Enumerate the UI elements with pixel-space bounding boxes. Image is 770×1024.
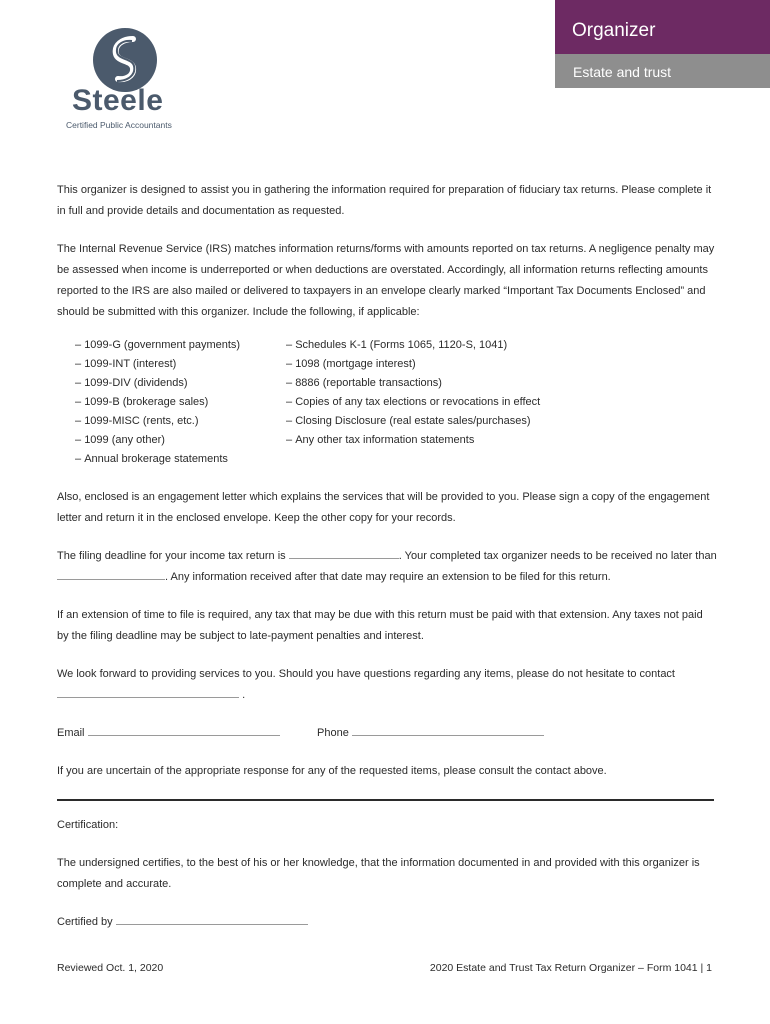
list-item: – Closing Disclosure (real estate sales/purchases) [286, 412, 540, 431]
list-item: – 1099-G (government payments) [75, 336, 286, 355]
contact-field[interactable] [57, 685, 239, 698]
documents-list [75, 336, 717, 469]
footer-form-title: 2020 Estate and Trust Tax Return Organizer – Form 1041 | 1 [429, 962, 712, 974]
engagement-paragraph: Also, enclosed is an engagement letter which explains the services that will be provided to you. Please sign a copy of the engagement letter and return it in the enclosed envelope. Keep the other copy for your records. [57, 491, 710, 524]
received-by-date-field[interactable] [57, 567, 165, 580]
list-item: – 1098 (mortgage interest) [286, 355, 540, 374]
phone-group [317, 723, 544, 744]
deadline-paragraph [57, 546, 717, 588]
look-forward-end: . [242, 689, 246, 701]
certification-heading: Certification: [57, 819, 119, 831]
footer-reviewed-date: Reviewed Oct. 1, 2020 [57, 962, 164, 974]
intro-paragraph: This organizer is designed to assist you in gathering the information required for preparation of fiduciary tax returns. Please complete it in full and provide details and documentation as requested. [57, 184, 712, 217]
contact-details-row [57, 723, 717, 744]
email-group [57, 723, 317, 744]
email-field[interactable] [88, 723, 280, 736]
list-item: – 1099-INT (interest) [75, 355, 286, 374]
irs-paragraph: The Internal Revenue Service (IRS) matches information returns/forms with amounts reported on tax returns. A negligence penalty may be assessed when income is underreported or when deductions are overstated. Accordingly, all information returns reflecting amounts reported to the IRS are also mailed or delivered to taxpayers in an envelope clearly marked “Important Tax Documents Enclosed” and should be submitted with this organizer. Include the following, if applicable: [57, 243, 715, 318]
firm-logo [60, 24, 200, 134]
extension-paragraph: If an extension of time to file is required, any tax that may be due with this return must be paid with that extension. Any taxes not paid by the filing deadline may be subject to late-payment penalties and interest. [57, 609, 703, 642]
badge-subtitle: Estate and trust [555, 54, 770, 88]
list-item: – 1099-MISC (rents, etc.) [75, 412, 286, 431]
list-item: – 1099-DIV (dividends) [75, 374, 286, 393]
list-item: – 1099 (any other) [75, 431, 286, 450]
filing-deadline-field[interactable] [289, 546, 399, 559]
look-forward-text: We look forward to providing services to you. Should you have questions regarding any items, please do not hesitate to contact [57, 668, 675, 680]
certification-paragraph: The undersigned certifies, to the best of his or her knowledge, that the information documented in and provided with this organizer is complete and accurate. [57, 857, 700, 890]
list-item: – 8886 (reportable transactions) [286, 374, 540, 393]
uncertain-paragraph: If you are uncertain of the appropriate response for any of the requested items, please consult the contact above. [57, 765, 607, 777]
deadline-text-3: . Any information received after that date may require an extension to be filed for this return. [165, 571, 611, 583]
logo-tagline: Certified Public Accountants [66, 120, 172, 130]
section-divider [57, 799, 714, 801]
phone-field[interactable] [352, 723, 544, 736]
list-item: – Annual brokerage statements [75, 450, 286, 469]
deadline-text-1: The filing deadline for your income tax return is [57, 550, 286, 562]
email-label: Email [57, 727, 85, 739]
certified-by-field[interactable] [116, 912, 308, 925]
list-item: – Schedules K-1 (Forms 1065, 1120-S, 1041) [286, 336, 540, 355]
page-footer [57, 962, 712, 974]
badge-title: Organizer [555, 0, 770, 54]
header-badge [555, 0, 770, 88]
organizer-body [57, 180, 717, 950]
deadline-text-2: . Your completed tax organizer needs to be received no later than [398, 550, 717, 562]
documents-list-left [75, 336, 286, 469]
list-item: – 1099-B (brokerage sales) [75, 393, 286, 412]
documents-list-right [286, 336, 540, 469]
list-item: – Copies of any tax elections or revocations in effect [286, 393, 540, 412]
list-item: – Any other tax information statements [286, 431, 540, 450]
certified-by-row [57, 912, 717, 933]
logo-name: Steele [72, 84, 164, 117]
phone-label: Phone [317, 727, 349, 739]
certified-by-label: Certified by [57, 916, 113, 928]
look-forward-paragraph [57, 664, 717, 706]
